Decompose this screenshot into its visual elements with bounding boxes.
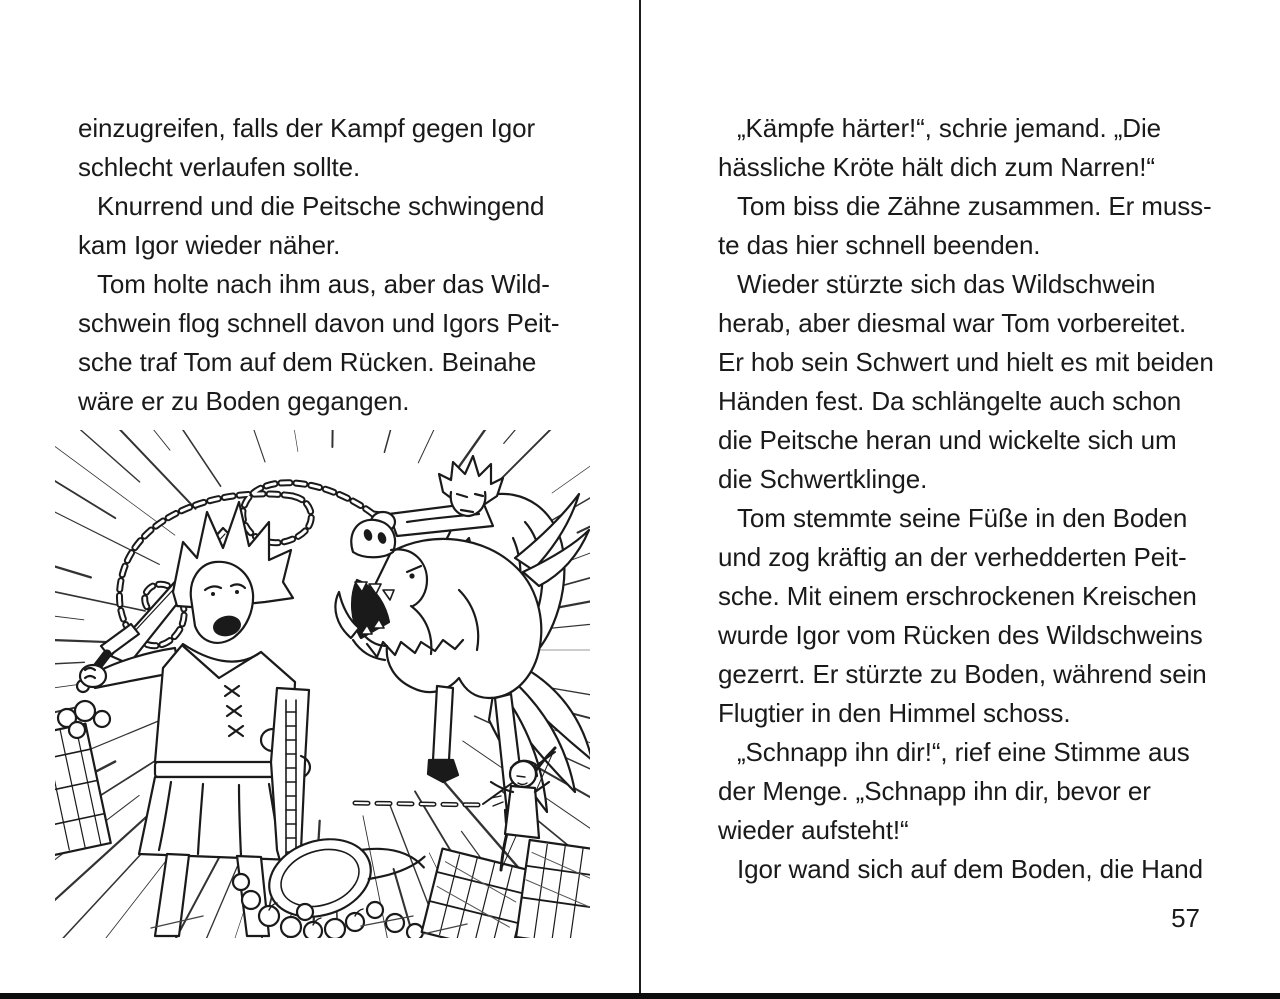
text-line: te das hier schnell beenden. xyxy=(718,230,1041,260)
text-line: die Schwertklinge. xyxy=(718,464,928,494)
text-line: wieder aufsteht!“ xyxy=(718,815,909,845)
text-line: wurde Igor vom Rücken des Wildschweins xyxy=(718,620,1203,650)
text-line: Igor wand sich auf dem Boden, die Hand xyxy=(737,854,1203,884)
text-line: „Schnapp ihn dir!“, rief eine Stimme aus xyxy=(737,737,1190,767)
text-line: der Menge. „Schnapp ihn dir, bevor er xyxy=(718,776,1151,806)
page-number: 57 xyxy=(1171,903,1200,933)
text-line: hässliche Kröte hält dich zum Narren!“ xyxy=(718,152,1155,182)
text-line: Tom holte nach ihm aus, aber das Wild- xyxy=(97,269,550,299)
text-line: sche. Mit einem erschrockenen Kreischen xyxy=(718,581,1197,611)
text-line: schwein flog schnell davon und Igors Peit- xyxy=(78,308,560,338)
text-line: wäre er zu Boden gegangen. xyxy=(78,386,410,416)
text-line: die Peitsche heran und wickelte sich um xyxy=(718,425,1177,455)
text-line: Tom stemmte seine Füße in den Boden xyxy=(737,503,1188,533)
text-line: Tom biss die Zähne zusammen. Er muss- xyxy=(737,191,1212,221)
bottom-edge-bar xyxy=(0,993,1280,999)
left-page-text xyxy=(78,109,578,421)
text-line: „Kämpfe härter!“, schrie jemand. „Die xyxy=(737,113,1162,143)
page-gutter-divider xyxy=(639,0,641,994)
text-line: und zog kräftig an der verhedderten Peit- xyxy=(718,542,1187,572)
text-line: kam Igor wieder näher. xyxy=(78,230,341,260)
text-line: herab, aber diesmal war Tom vorbereitet. xyxy=(718,308,1187,338)
text-line: gezerrt. Er stürzte zu Boden, während sein xyxy=(718,659,1207,689)
text-line: Knurrend und die Peitsche schwingend xyxy=(97,191,545,221)
text-line: Wieder stürzte sich das Wildschwein xyxy=(737,269,1156,299)
text-line: Flugtier in den Himmel schoss. xyxy=(718,698,1071,728)
right-page-text xyxy=(718,109,1218,889)
text-line: Er hob sein Schwert und hielt es mit beiden xyxy=(718,347,1214,377)
battle-illustration xyxy=(55,430,590,938)
text-line: Händen fest. Da schlängelte auch schon xyxy=(718,386,1182,416)
text-line: sche traf Tom auf dem Rücken. Beinahe xyxy=(78,347,537,377)
text-line: einzugreifen, falls der Kampf gegen Igor xyxy=(78,113,536,143)
text-line: schlecht verlaufen sollte. xyxy=(78,152,361,182)
